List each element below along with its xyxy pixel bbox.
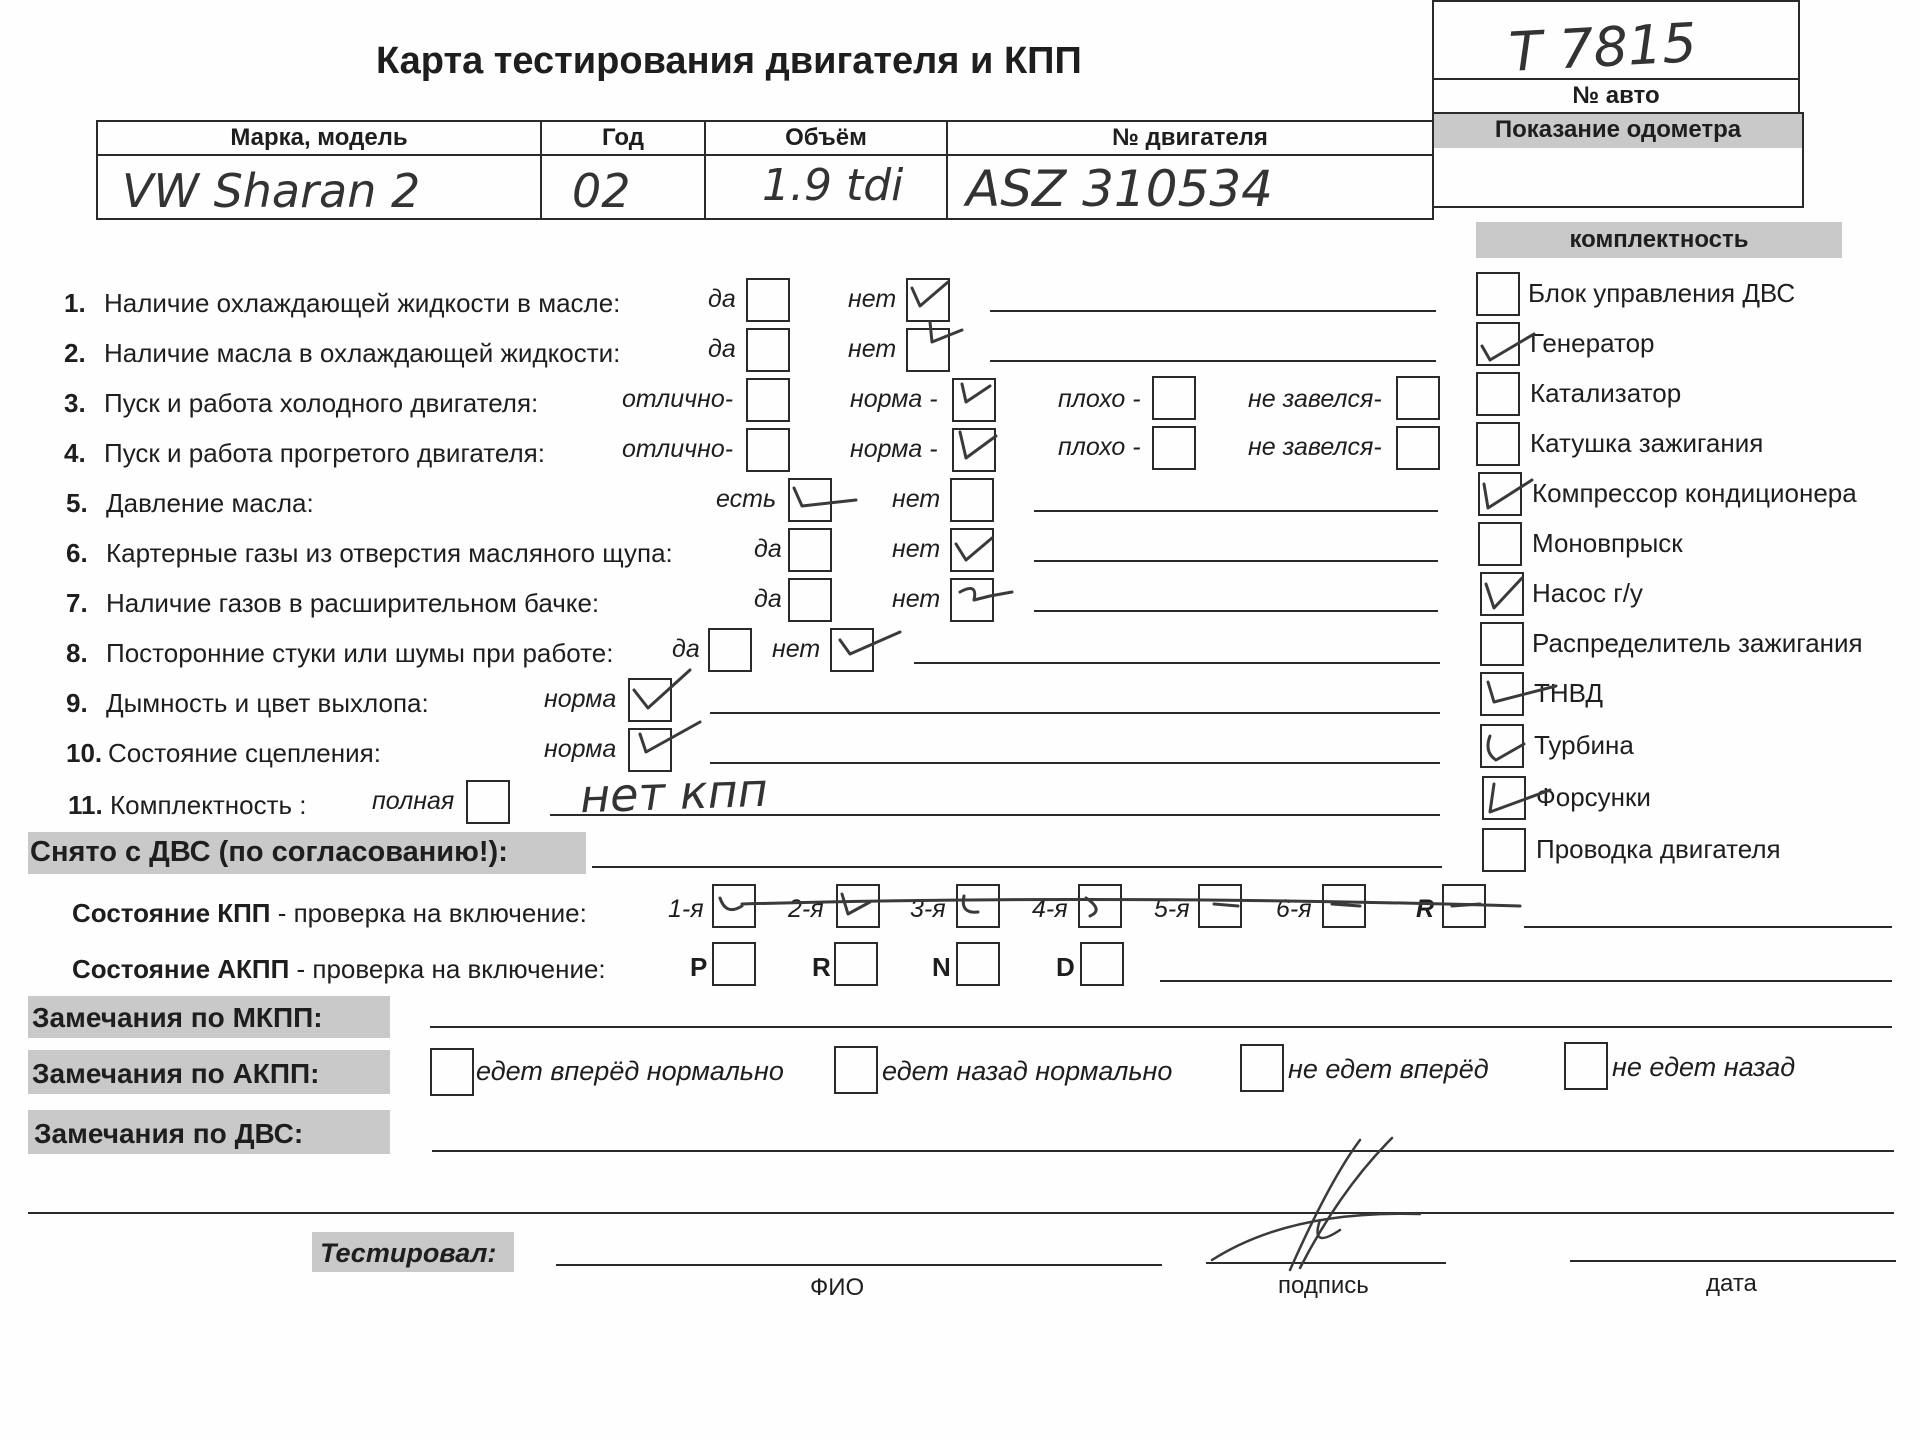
question-8-line bbox=[914, 662, 1440, 664]
question-3-opt-normal: норма - bbox=[850, 385, 938, 413]
question-3-checkbox-not-started[interactable] bbox=[1396, 376, 1440, 420]
question-7-checkbox-yes[interactable] bbox=[788, 578, 832, 622]
completeness-label-wiring: Проводка двигателя bbox=[1536, 834, 1781, 864]
akpp-gear-n-label: N bbox=[932, 952, 951, 982]
question-11-opt-full: полная bbox=[372, 787, 455, 815]
question-3-checkbox-excellent[interactable] bbox=[746, 378, 790, 422]
mkpp-gear-3-checkbox[interactable] bbox=[956, 884, 1000, 928]
akpp-gear-n-checkbox[interactable] bbox=[956, 942, 1000, 986]
date-caption: дата bbox=[1706, 1270, 1757, 1297]
question-4-opt-normal: норма - bbox=[850, 435, 938, 463]
question-4-opt-bad: плохо - bbox=[1058, 433, 1141, 461]
question-2-checkbox-no[interactable] bbox=[906, 328, 950, 372]
akpp-gear-r-label: R bbox=[812, 952, 831, 982]
akpp-gear-p-checkbox[interactable] bbox=[712, 942, 756, 986]
question-3-opt-excellent: отлично- bbox=[622, 385, 734, 413]
question-5-line bbox=[1034, 510, 1438, 512]
akpp-option-forward-ok-label: едет вперёд нормально bbox=[476, 1056, 784, 1086]
akpp-gear-d-label: D bbox=[1056, 952, 1075, 982]
value-volume: 1.9 tdi bbox=[704, 154, 948, 220]
akpp-gear-r-checkbox[interactable] bbox=[834, 942, 878, 986]
question-2-opt-no: нет bbox=[848, 335, 897, 363]
question-4-checkbox-not-started[interactable] bbox=[1396, 426, 1440, 470]
completeness-label-injectors: Форсунки bbox=[1536, 782, 1651, 812]
mkpp-line bbox=[1524, 926, 1892, 928]
remarks-dvs-line bbox=[432, 1150, 1894, 1152]
car-number-label: № авто bbox=[1572, 82, 1660, 109]
question-4-checkbox-bad[interactable] bbox=[1152, 426, 1196, 470]
akpp-option-no-reverse-checkbox[interactable] bbox=[1564, 1042, 1608, 1090]
question-1-label: Наличие охлаждающей жидкости в масле: bbox=[104, 288, 621, 318]
question-9-opt-normal: норма bbox=[544, 685, 617, 713]
question-3-opt-not-started: не завелся- bbox=[1248, 385, 1382, 413]
mkpp-gear-4-checkbox[interactable] bbox=[1078, 884, 1122, 928]
odometer-label: Показание одометра bbox=[1494, 116, 1742, 143]
question-8-label: Посторонние стуки или шумы при работе: bbox=[106, 638, 614, 668]
remarks-mkpp-line bbox=[430, 1026, 1892, 1028]
question-6-number: 6. bbox=[66, 538, 88, 568]
question-5-checkbox-no[interactable] bbox=[950, 478, 994, 522]
question-3-checkbox-normal[interactable] bbox=[952, 378, 996, 422]
akpp-option-no-forward-checkbox[interactable] bbox=[1240, 1044, 1284, 1092]
completeness-label-distributor: Распределитель зажигания bbox=[1532, 628, 1863, 658]
mkpp-gear-6-checkbox[interactable] bbox=[1322, 884, 1366, 928]
question-6-opt-no: нет bbox=[892, 535, 941, 563]
completeness-label-catalyst: Катализатор bbox=[1530, 378, 1682, 408]
header-engine-number: № двигателя bbox=[946, 120, 1434, 156]
mkpp-label: Состояние КПП - проверка на включение: bbox=[72, 898, 587, 928]
completeness-label-mono-injection: Моновпрыск bbox=[1532, 528, 1683, 558]
completeness-checkbox-power-steering[interactable] bbox=[1480, 572, 1524, 616]
question-3-opt-bad: плохо - bbox=[1058, 385, 1141, 413]
question-4-label: Пуск и работа прогретого двигателя: bbox=[104, 438, 545, 468]
question-7-opt-no: нет bbox=[892, 585, 941, 613]
question-5-opt-no: нет bbox=[892, 485, 941, 513]
header-volume: Объём bbox=[704, 120, 948, 156]
car-number-handwritten: T 7815 bbox=[1507, 11, 1699, 84]
mkpp-gear-1-label: 1-я bbox=[668, 895, 704, 923]
value-year: 02 bbox=[540, 154, 706, 220]
completeness-checkbox-injectors[interactable] bbox=[1482, 776, 1526, 820]
question-8-checkbox-no[interactable] bbox=[830, 628, 874, 672]
completeness-label-generator: Генератор bbox=[1530, 328, 1655, 358]
page-title: Карта тестирования двигателя и КПП bbox=[376, 40, 1082, 82]
question-1-number: 1. bbox=[64, 288, 86, 318]
completeness-label-ac-compressor: Компрессор кондиционера bbox=[1532, 478, 1857, 508]
question-7-checkbox-no[interactable] bbox=[950, 578, 994, 622]
removed-line bbox=[592, 866, 1442, 868]
question-4-opt-excellent: отлично- bbox=[622, 435, 734, 463]
akpp-line bbox=[1160, 980, 1892, 982]
question-4-checkbox-normal[interactable] bbox=[952, 428, 996, 472]
question-5-opt-yes: есть bbox=[716, 485, 777, 513]
akpp-option-no-reverse-label: не едет назад bbox=[1612, 1052, 1796, 1082]
question-11-number: 11. bbox=[68, 790, 103, 820]
mkpp-gear-5-checkbox[interactable] bbox=[1198, 884, 1242, 928]
question-10-label: Состояние сцепления: bbox=[108, 738, 381, 768]
question-1-checkbox-yes[interactable] bbox=[746, 278, 790, 322]
question-9-number: 9. bbox=[66, 688, 88, 718]
value-engine-number: ASZ 310534 bbox=[946, 154, 1434, 220]
question-6-checkbox-yes[interactable] bbox=[788, 528, 832, 572]
remarks-dvs-line-2 bbox=[28, 1212, 1894, 1214]
mkpp-gear-4-label: 4-я bbox=[1032, 895, 1068, 923]
akpp-option-forward-ok-checkbox[interactable] bbox=[430, 1048, 474, 1096]
question-11-line bbox=[550, 814, 1440, 816]
signature-caption: подпись bbox=[1278, 1272, 1369, 1299]
question-4-number: 4. bbox=[64, 438, 86, 468]
question-11-checkbox-full[interactable] bbox=[466, 780, 510, 824]
car-number-label-cell bbox=[1432, 78, 1800, 114]
header-make-model: Марка, модель bbox=[96, 120, 542, 156]
question-10-line bbox=[710, 762, 1440, 764]
completeness-checkbox-generator[interactable] bbox=[1476, 322, 1520, 366]
completeness-checkbox-injection-pump[interactable] bbox=[1480, 672, 1524, 716]
question-11-handwritten-note: нет кпп bbox=[579, 762, 769, 824]
question-2-number: 2. bbox=[64, 338, 86, 368]
remarks-akpp-label: Замечания по АКПП: bbox=[32, 1058, 320, 1089]
question-4-checkbox-excellent[interactable] bbox=[746, 428, 790, 472]
completeness-checkbox-ecu[interactable] bbox=[1476, 272, 1520, 316]
akpp-gear-p-label: P bbox=[690, 952, 708, 982]
mkpp-gear-6-label: 6-я bbox=[1276, 895, 1312, 923]
completeness-header: комплектность bbox=[1569, 226, 1749, 253]
mkpp-gear-r-label: R bbox=[1416, 895, 1435, 923]
question-9-line bbox=[710, 712, 1440, 714]
completeness-label-ignition-coil: Катушка зажигания bbox=[1530, 428, 1764, 458]
question-7-line bbox=[1034, 610, 1438, 612]
question-1-checkbox-no[interactable] bbox=[906, 278, 950, 322]
tested-by-label: Тестировал: bbox=[320, 1238, 497, 1268]
odometer-cell bbox=[1432, 112, 1804, 208]
completeness-checkbox-ac-compressor[interactable] bbox=[1478, 472, 1522, 516]
question-1-line bbox=[990, 310, 1436, 312]
car-number-cell bbox=[1432, 0, 1800, 84]
date-line bbox=[1570, 1260, 1896, 1262]
remarks-mkpp-label: Замечания по МКПП: bbox=[32, 1002, 323, 1033]
question-11-label: Комплектность : bbox=[110, 790, 307, 820]
remarks-dvs-label: Замечания по ДВС: bbox=[34, 1118, 304, 1149]
completeness-checkbox-wiring[interactable] bbox=[1482, 828, 1526, 872]
question-5-number: 5. bbox=[66, 488, 88, 518]
question-7-label: Наличие газов в расширительном бачке: bbox=[106, 588, 600, 618]
question-8-number: 8. bbox=[66, 638, 88, 668]
question-2-line bbox=[990, 360, 1436, 362]
completeness-label-power-steering: Насос г/у bbox=[1532, 578, 1643, 608]
question-2-checkbox-yes[interactable] bbox=[746, 328, 790, 372]
akpp-option-no-forward-label: не едет вперёд bbox=[1288, 1054, 1489, 1084]
mkpp-gear-r-checkbox[interactable] bbox=[1442, 884, 1486, 928]
question-6-checkbox-no[interactable] bbox=[950, 528, 994, 572]
completeness-checkbox-catalyst[interactable] bbox=[1476, 372, 1520, 416]
question-8-opt-yes: да bbox=[672, 635, 700, 663]
completeness-label-turbine: Турбина bbox=[1534, 730, 1634, 760]
akpp-option-reverse-ok-checkbox[interactable] bbox=[834, 1046, 878, 1094]
question-7-opt-yes: да bbox=[754, 585, 782, 613]
question-1-opt-no: нет bbox=[848, 285, 897, 313]
mkpp-gear-2-label: 2-я bbox=[788, 895, 824, 923]
mkpp-gear-3-label: 3-я bbox=[910, 895, 946, 923]
question-1-opt-yes: да bbox=[708, 285, 736, 313]
question-8-opt-no: нет bbox=[772, 635, 821, 663]
question-10-opt-normal: норма bbox=[544, 735, 617, 763]
fio-caption: ФИО bbox=[810, 1274, 865, 1301]
fio-line bbox=[556, 1264, 1162, 1266]
value-make-model: VW Sharan 2 bbox=[96, 154, 542, 220]
question-9-label: Дымность и цвет выхлопа: bbox=[106, 688, 429, 718]
akpp-gear-d-checkbox[interactable] bbox=[1080, 942, 1124, 986]
question-5-checkbox-yes[interactable] bbox=[788, 478, 832, 522]
completeness-checkbox-ignition-coil[interactable] bbox=[1476, 422, 1520, 466]
question-3-number: 3. bbox=[64, 388, 86, 418]
question-6-opt-yes: да bbox=[754, 535, 782, 563]
mkpp-gear-1-checkbox[interactable] bbox=[712, 884, 756, 928]
question-6-label: Картерные газы из отверстия масляного щупа: bbox=[106, 538, 673, 568]
completeness-checkbox-distributor[interactable] bbox=[1480, 622, 1524, 666]
header-year: Год bbox=[540, 120, 706, 156]
question-6-line bbox=[1034, 560, 1438, 562]
mkpp-gear-2-checkbox[interactable] bbox=[836, 884, 880, 928]
question-2-opt-yes: да bbox=[708, 335, 736, 363]
removed-label: Снято с ДВС (по согласованию!): bbox=[30, 836, 508, 868]
mkpp-gear-5-label: 5-я bbox=[1154, 895, 1190, 923]
completeness-label-ecu: Блок управления ДВС bbox=[1528, 278, 1796, 308]
akpp-option-reverse-ok-label: едет назад нормально bbox=[882, 1056, 1173, 1086]
completeness-checkbox-turbine[interactable] bbox=[1480, 724, 1524, 768]
question-8-checkbox-yes[interactable] bbox=[708, 628, 752, 672]
question-2-label: Наличие масла в охлаждающей жидкости: bbox=[104, 338, 621, 368]
question-9-checkbox-normal[interactable] bbox=[628, 678, 672, 722]
question-5-label: Давление масла: bbox=[106, 488, 314, 518]
question-7-number: 7. bbox=[66, 588, 88, 618]
question-4-opt-not-started: не завелся- bbox=[1248, 433, 1382, 461]
question-10-number: 10. bbox=[66, 738, 103, 768]
signature-line bbox=[1206, 1262, 1446, 1264]
akpp-label: Состояние АКПП - проверка на включение: bbox=[72, 954, 606, 984]
completeness-label-injection-pump: ТНВД bbox=[1534, 678, 1604, 708]
question-3-label: Пуск и работа холодного двигателя: bbox=[104, 388, 539, 418]
question-3-checkbox-bad[interactable] bbox=[1152, 376, 1196, 420]
completeness-checkbox-mono-injection[interactable] bbox=[1478, 522, 1522, 566]
